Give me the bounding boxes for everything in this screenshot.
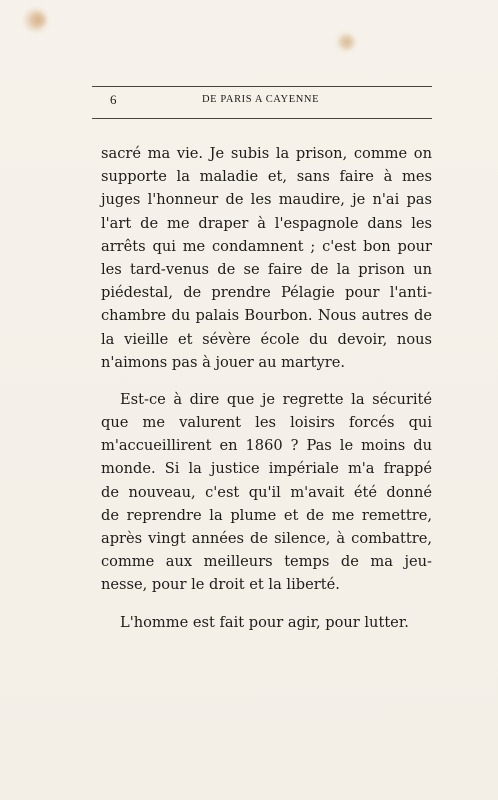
body-text bbox=[101, 142, 432, 634]
text-line: nesse, pour le droit et la liberté. bbox=[101, 576, 340, 594]
running-header bbox=[92, 92, 432, 110]
text-line: Est-ce à dire que je regrette la sécurité bbox=[120, 390, 432, 408]
text-line: que me valurent les loisirs forcés qui bbox=[101, 414, 432, 432]
running-title: DE PARIS A CAYENNE bbox=[202, 94, 320, 105]
text-line: comme aux meilleurs temps de ma jeu- bbox=[101, 553, 432, 571]
text-line: L'homme est fait pour agir, pour lutter. bbox=[120, 613, 409, 631]
text-line: chambre du palais Bourbon. Nous autres de bbox=[101, 307, 432, 325]
text-line: les tard-venus de se faire de la prison un bbox=[101, 260, 432, 278]
paragraph bbox=[101, 388, 432, 597]
page-number: 6 bbox=[110, 92, 117, 107]
paper-stain bbox=[26, 10, 46, 30]
text-line: monde. Si la justice impériale m'a frappé bbox=[101, 460, 432, 478]
text-line: m'accueillirent en 1860 ? Pas le moins du bbox=[101, 437, 432, 455]
text-line: piédestal, de prendre Pélagie pour l'anti- bbox=[101, 284, 432, 302]
text-line: de nouveau, c'est qu'il m'avait été donné bbox=[101, 483, 432, 501]
text-line: de reprendre la plume et de me remettre, bbox=[101, 506, 432, 524]
text-line: après vingt années de silence, à combattre, bbox=[101, 530, 432, 547]
paragraph bbox=[101, 611, 432, 634]
paper-stain bbox=[338, 34, 354, 50]
text-line: supporte la maladie et, sans faire à mes bbox=[101, 168, 432, 186]
text-line: sacré ma vie. Je subis la prison, comme on bbox=[101, 145, 432, 162]
text-line: l'art de me draper à l'espagnole dans les bbox=[101, 214, 432, 232]
header-rule-top bbox=[92, 86, 432, 87]
text-line: la vieille et sévère école du devoir, nous bbox=[101, 330, 432, 348]
text-line: n'aimons pas à jouer au martyre. bbox=[101, 353, 346, 371]
text-line: juges l'honneur de les maudire, je n'ai pas bbox=[101, 191, 432, 209]
text-line: arrêts qui me condamnent ; c'est bon pour bbox=[101, 237, 432, 255]
header-rule-bottom bbox=[92, 118, 432, 119]
paragraph bbox=[101, 142, 432, 374]
